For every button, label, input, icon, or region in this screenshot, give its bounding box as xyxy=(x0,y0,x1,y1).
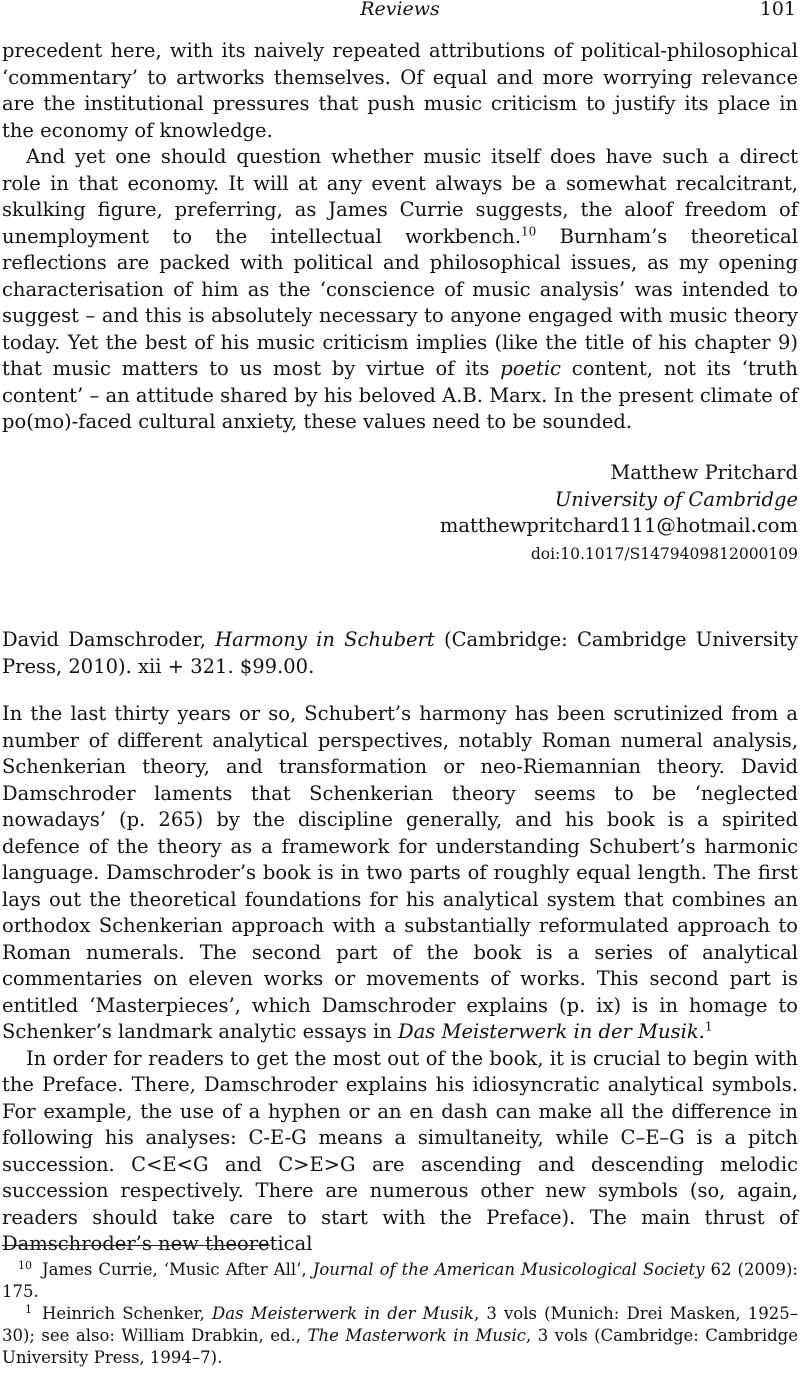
footnote-1-text-b: , 3 vols (Munich: Drei Masken, 1925–30); see also: William Drabkin, ed., xyxy=(2,1304,799,1345)
review-1-paragraph-2-text-b: Burnham’s theoretical reflections are packed with political and philosophical issues, as my opening characterisation of him as the ‘conscience of music analysis’ was intended to suggest – and this is absolutely necessary to anyone engaged with music theory today. Yet the best of his music criticism implies (like the title of his chapter 9) that music matters to us most by virtue of its xyxy=(2,224,798,380)
author-affiliation: University of Cambridge xyxy=(554,487,798,511)
footnote-1-text-c: , 3 vols (Cambridge: Cambridge University Press, 1994–7). xyxy=(2,1326,798,1367)
review-1-paragraph-2-text-a: And yet one should question whether music itself does have such a direct role in that economy. It will at any event always be a somewhat recalcitrant, skulking figure, preferring, as James Currie suggests, the aloof freedom of unemployment to the intellectual workbench. xyxy=(2,145,798,248)
footnote-1-title-1: Das Meisterwerk in der Musik xyxy=(212,1304,474,1323)
book-title: Harmony in Schubert xyxy=(215,628,435,651)
review-2-body xyxy=(2,701,798,1258)
footnote-ref-10[interactable]: 10 xyxy=(521,224,537,238)
page-number: 101 xyxy=(759,0,796,20)
review-2-paragraph-2: In order for readers to get the most out of the book, it is crucial to begin with the Preface. There, Damschroder explains his idiosyncratic analytical symbols. For example, the use of a hyphen or an en dash can make all the difference in following his analyses: C-E-G means a simultaneity, while C–E–G is a pitch succession. C<E<G and C>E>G are ascending and descending melodic succession respectively. There are numerous other new symbols (so, again, readers should take care to start with the Preface). The main thrust of Damschroder’s new theoretical xyxy=(2,1046,798,1255)
book-author: David Damschroder, xyxy=(2,628,216,651)
review-1-paragraph-2-text-c: content, not its ‘truth content’ – an attitude shared by his beloved A.B. Marx. In the present climate of po(mo)-faced cultural anxiety, these values need to be sounded. xyxy=(2,357,798,433)
review-1-signature xyxy=(440,460,798,540)
author-name: Matthew Pritchard xyxy=(610,461,798,484)
review-1-doi[interactable]: doi:10.1017/S1479409812000109 xyxy=(530,545,798,563)
footnote-10-journal: Journal of the American Musicological Society xyxy=(312,1260,705,1279)
book-details: (Cambridge: Cambridge University Press, 2010). xii + 321. $99.00. xyxy=(2,628,798,678)
running-head-title: Reviews xyxy=(360,0,440,20)
footnote-1-text-a: Heinrich Schenker, xyxy=(42,1304,213,1323)
author-email[interactable]: matthewpritchard111@hotmail.com xyxy=(439,514,798,537)
review-1-paragraph-2-emphasis: poetic xyxy=(500,357,561,380)
footnote-10-text-b: 62 (2009): 175. xyxy=(2,1260,798,1301)
footnote-ref-1[interactable]: 1 xyxy=(704,1019,713,1034)
review-2-paragraph-1 xyxy=(2,701,798,1046)
footnote-1-title-2: The Masterwork in Music xyxy=(307,1326,527,1345)
review-1-paragraph-2 xyxy=(2,144,798,436)
footnote-1: 1 Heinrich Schenker, Das Meisterwerk in der Musik, 3 vols (Munich: Drei Masken, 1925–30); see also: William Drabkin, ed., The Masterwork in Music, 3 vols (Cambridge: Cambridge University Press, 1994–7). xyxy=(2,1302,799,1367)
review-2-book-heading xyxy=(2,627,798,680)
footnote-10-text-a: James Currie, ‘Music After All’, xyxy=(42,1260,313,1279)
review-2-paragraph-1-emphasis: Das Meisterwerk in der Musik xyxy=(398,1020,699,1043)
footnote-rule xyxy=(2,1245,270,1246)
footnote-10: 10 James Currie, ‘Music After All’, Journal of the American Musicological Society 62 (2009): 175. xyxy=(2,1258,798,1301)
running-head xyxy=(0,0,800,24)
review-2-paragraph-1-text-a: In the last thirty years or so, Schubert’s harmony has been scrutinized from a number of different analytical perspectives, notably Roman numeral analysis, Schenkerian theory, and transformation or neo-Riemannian theory. David Damschroder laments that Schenkerian theory seems to be ‘neglected nowadays’ (p. 265) by the discipline generally, and his book is a spirited defence of the theory as a framework for understanding Schubert’s harmonic language. Damschroder’s book is in two parts of roughly equal length. The first lays out the theoretical foundations for his analytical system that combines an orthodox Schenkerian approach with a substantially reformulated approach to Roman numerals. The second part of the book is a series of analytical commentaries on eleven works or movements of works. This second part is entitled ‘Masterpieces’, which Damschroder explains (p. ix) is in homage to Schenker’s landmark analytic essays in xyxy=(2,702,798,1043)
review-1-body xyxy=(2,38,798,436)
review-2-paragraph-1-text-b: . xyxy=(698,1020,705,1043)
footnotes xyxy=(2,1259,798,1369)
review-1-paragraph-1: precedent here, with its naively repeated attributions of political-philosophical ‘commentary’ to artworks themselves. Of equal and more worrying relevance are the institutional pressures that push music criticism to justify its place in the economy of knowledge. xyxy=(2,39,798,142)
